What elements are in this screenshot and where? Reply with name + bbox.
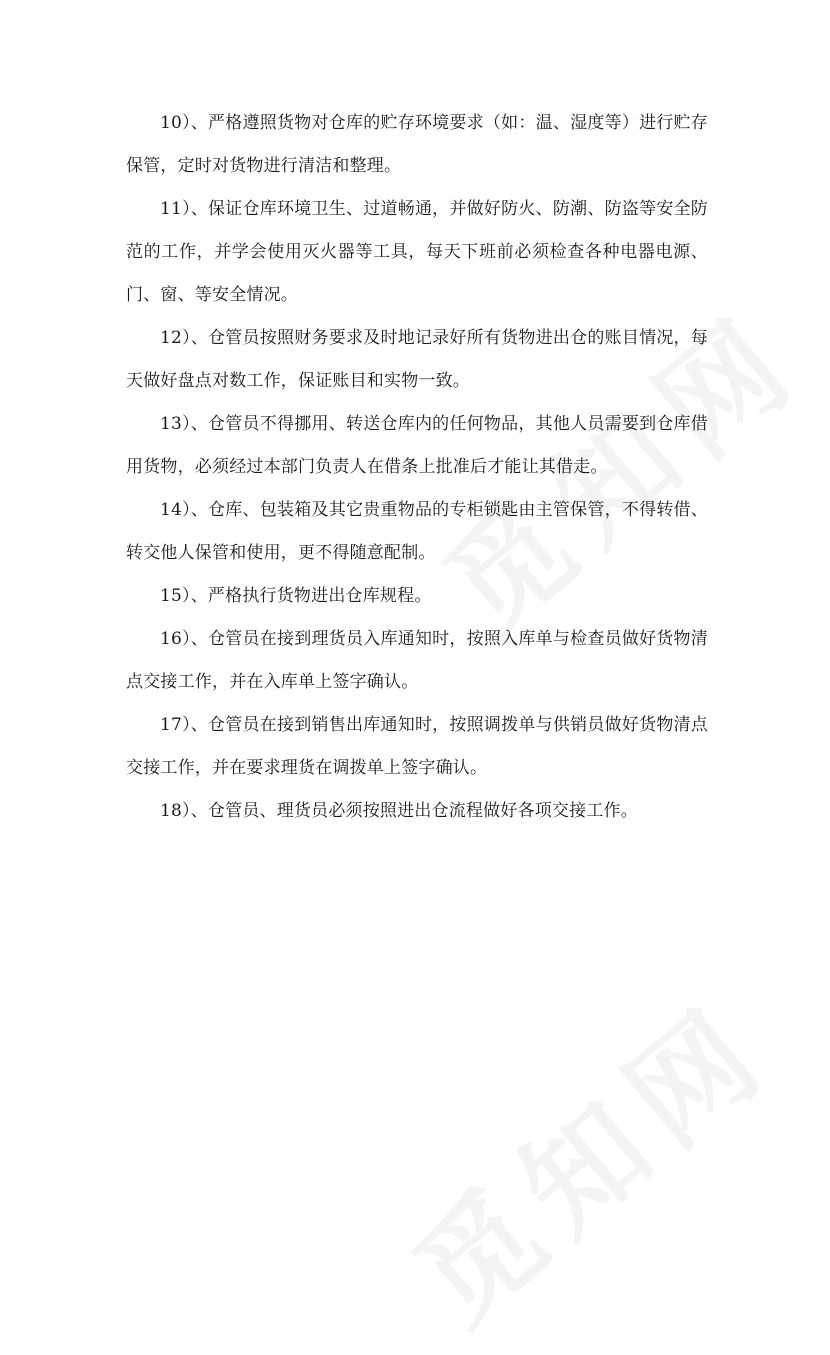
paragraph-17: 17）、仓管员在接到销售出库通知时，按照调拨单与供销员做好货物清点交接工作，并在要求理货在调拨单上签字确认。 <box>126 715 708 778</box>
document-body <box>126 102 708 833</box>
paragraph-15: 15）、严格执行货物进出仓库规程。 <box>160 586 432 606</box>
paragraph-12: 12）、仓管员按照财务要求及时地记录好所有货物进出仓的账目情况，每天做好盘点对数工作，保证账目和实物一致。 <box>126 328 708 391</box>
paragraph-11: 11）、保证仓库环境卫生、过道畅通，并做好防火、防潮、防盗等安全防范的工作，并学会使用灭火器等工具，每天下班前必须检查各种电器电源、门、窗、等安全情况。 <box>126 199 708 305</box>
paragraph-13: 13）、仓管员不得挪用、转送仓库内的任何物品，其他人员需要到仓库借用货物，必须经过本部门负责人在借条上批准后才能让其借走。 <box>126 414 708 477</box>
watermark <box>373 957 801 1355</box>
paragraph-14: 14）、仓库、包装箱及其它贵重物品的专柜锁匙由主管保管，不得转借、转交他人保管和使用，更不得随意配制。 <box>126 500 708 563</box>
paragraph-18: 18）、仓管员、理货员必须按照进出仓流程做好各项交接工作。 <box>160 801 638 821</box>
paragraph-10: 10）、严格遵照货物对仓库的贮存环境要求（如：温、湿度等）进行贮存保管，定时对货物进行清洁和整理。 <box>126 113 708 176</box>
paragraph-16: 16）、仓管员在接到理货员入库通知时，按照入库单与检查员做好货物清点交接工作，并在入库单上签字确认。 <box>126 629 708 692</box>
